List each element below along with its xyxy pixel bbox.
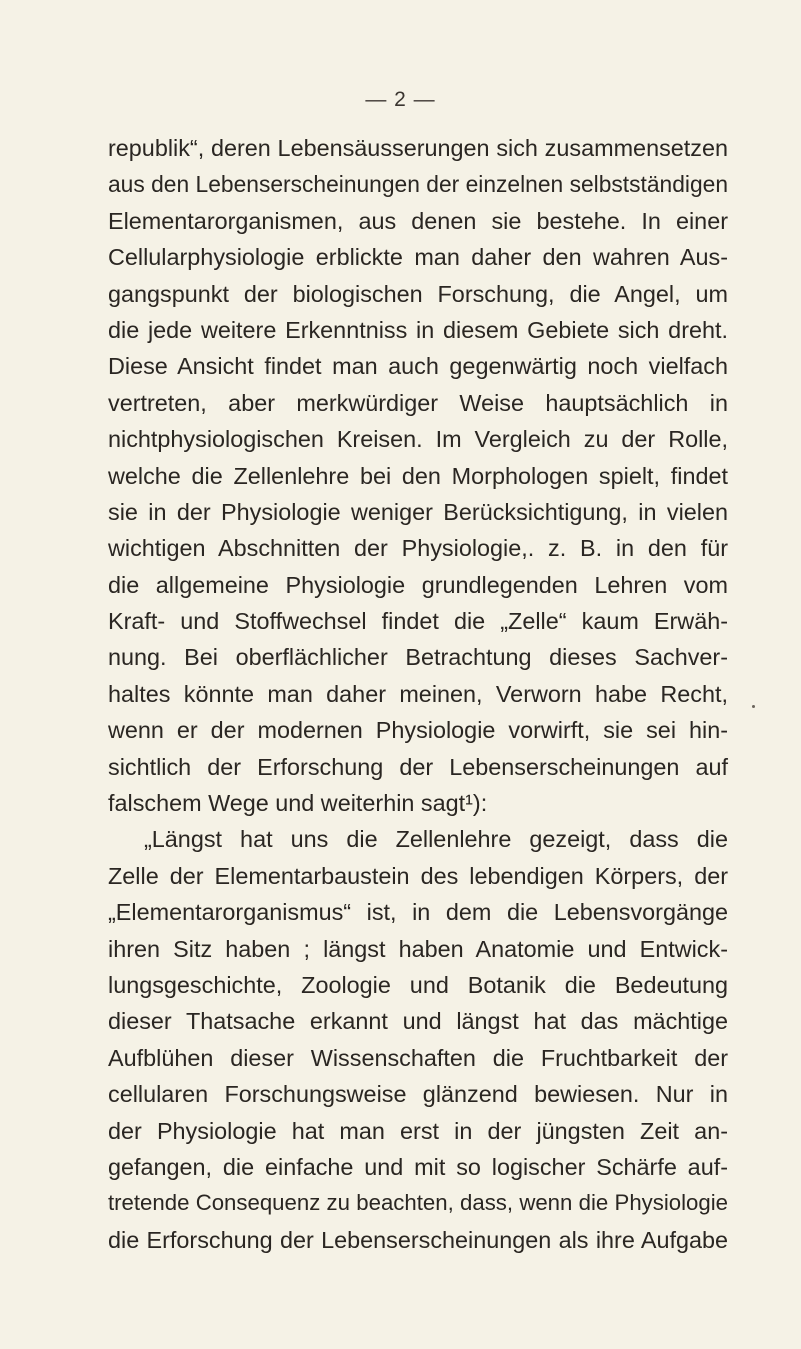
text-line: „Längst hat uns die Zellenlehre gezeigt, dass die	[144, 826, 728, 853]
text-line: „Elementarorganismus“ ist, in dem die Lebensvorgänge	[108, 899, 728, 926]
page-number: — 2 —	[365, 88, 436, 111]
margin-mark	[752, 705, 755, 708]
text-line: die jede weitere Erkenntniss in diesem Gebiete sich dreht.	[108, 316, 728, 343]
text-line: nung. Bei oberflächlicher Betrachtung dieses Sachver-	[108, 644, 728, 671]
text-line: gefangen, die einfache und mit so logischer Schärfe auf-	[108, 1153, 728, 1180]
text-line: falschem Wege und weiterhin sagt¹):	[108, 790, 488, 817]
text-line: die allgemeine Physiologie grundlegenden Lehren vom	[108, 571, 728, 598]
text-line: cellularen Forschungsweise glänzend bewiesen. Nur in	[108, 1081, 728, 1108]
text-line: vertreten, aber merkwürdiger Weise hauptsächlich in	[108, 389, 728, 416]
text-line: haltes könnte man daher meinen, Verworn habe Recht,	[108, 680, 728, 707]
text-line: republik“, deren Lebensäusserungen sich zusammensetzen	[108, 135, 728, 161]
text-line: die Erforschung der Lebenserscheinungen als ihre Aufgabe	[108, 1226, 728, 1253]
text-line: gangspunkt der biologischen Forschung, die Angel, um	[108, 280, 728, 307]
text-line: Diese Ansicht findet man auch gegenwärtig noch vielfach	[108, 353, 728, 380]
text-line: wenn er der modernen Physiologie vorwirft, sie sei hin-	[108, 717, 728, 744]
text-line: aus den Lebenserscheinungen der einzelnen selbstständigen	[108, 171, 728, 198]
text-line: dieser Thatsache erkannt und längst hat das mächtige	[108, 1008, 728, 1035]
text-line: Kraft- und Stoffwechsel findet die „Zelle“ kaum Erwäh-	[108, 608, 728, 635]
text-line: Zelle der Elementarbaustein des lebendigen Körpers, der	[108, 862, 728, 889]
text-line: ihren Sitz haben ; längst haben Anatomie und Entwick-	[108, 935, 728, 962]
text-line: sie in der Physiologie weniger Berücksichtigung, in vielen	[108, 498, 728, 525]
text-line: nichtphysiologischen Kreisen. Im Vergleich zu der Rolle,	[108, 426, 728, 453]
text-line: tretende Consequenz zu beachten, dass, wenn die Physiologie	[108, 1190, 728, 1216]
body-text	[108, 130, 728, 1258]
text-line: Cellularphysiologie erblickte man daher den wahren Aus-	[108, 244, 728, 271]
text-line: Elementarorganismen, aus denen sie bestehe. In einer	[108, 207, 728, 234]
text-line: der Physiologie hat man erst in der jüngsten Zeit an-	[108, 1117, 728, 1144]
text-line: welche die Zellenlehre bei den Morphologen spielt, findet	[108, 462, 728, 489]
text-line: sichtlich der Erforschung der Lebenserscheinungen auf	[108, 753, 728, 780]
text-line: Aufblühen dieser Wissenschaften die Fruchtbarkeit der	[108, 1044, 728, 1071]
text-line: lungsgeschichte, Zoologie und Botanik die Bedeutung	[108, 971, 728, 998]
text-line: wichtigen Abschnitten der Physiologie,. z. B. in den für	[108, 535, 728, 562]
